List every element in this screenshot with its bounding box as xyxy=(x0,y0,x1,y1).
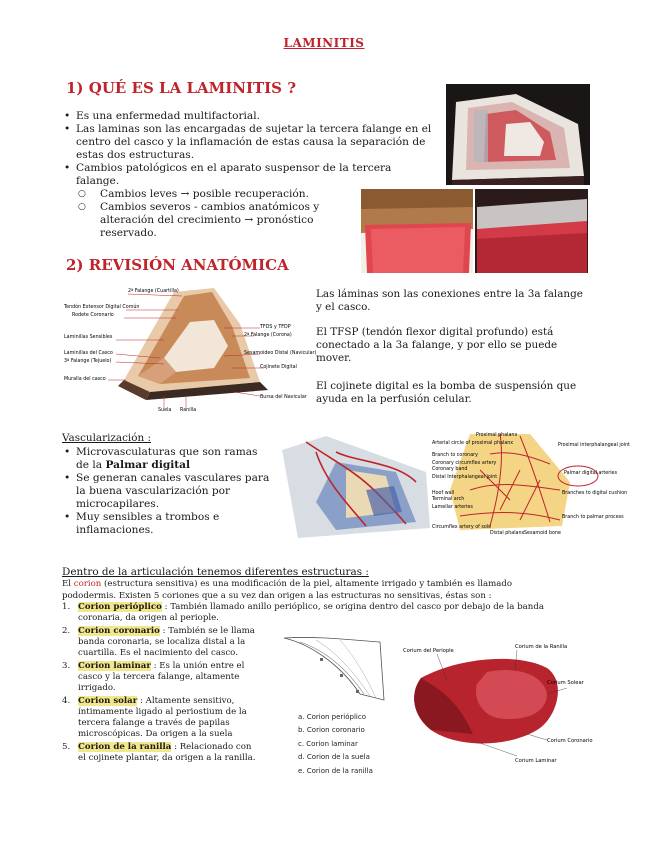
vlabel-11: Sesamoid bone xyxy=(524,531,561,536)
label-laminillas-casco: Laminillas del Casco xyxy=(64,351,113,356)
vlabel-5: Distal Interphalangeal joint xyxy=(432,475,498,480)
corion-list xyxy=(62,602,562,624)
label-2a-falange-cuartilla: 2ª Falange (Cuartilla) xyxy=(128,289,179,294)
vascular-bullets xyxy=(62,446,272,537)
bullet-2: • Las laminas son las encargadas de sujetar la tercera falange en el centro del casco y la inflamación de estas causa la separación de estas dos estructuras. xyxy=(62,123,432,162)
vascular-3d-image xyxy=(276,432,434,542)
vlabel-15: Branch to palmar process xyxy=(562,515,624,520)
corion-item-3: 3. Corion laminar : Es la unión entre el casco y la tercera falange, altamente irrigado. xyxy=(62,661,245,693)
corium-photo xyxy=(397,638,599,766)
vascular-title: Vascularización : xyxy=(62,432,151,444)
legend-b: b. Corion coronario xyxy=(298,726,365,735)
vascular-bullet-3: • Muy sensibles a trombos e inflamaciones. xyxy=(62,511,272,537)
section-1-bullets xyxy=(62,110,432,188)
label-3a-falange-tejuelo: 3ª Falange (Tejuelo) xyxy=(64,359,112,364)
plabel-laminar: Corium Laminar xyxy=(515,758,557,764)
label-cojinete-digital: Cojinete Digital xyxy=(260,365,297,370)
label-rodete-coronario: Rodete Coronario xyxy=(72,313,114,318)
vlabel-12: Proximal interphalangeal joint xyxy=(558,443,630,448)
corion-item-4: 4. Corion solar : Altamente sensitivo, íntimamente ligado al periostium de la tercera falange a través de papilas microscópicas. Da origen a la suela xyxy=(62,696,247,739)
label-2a-falange-corona: 2ª Falange (Corona) xyxy=(244,333,292,338)
corion-item-1: 1. Corion perióplico : También llamado anillo perióplico, se origina dentro del casco por debajo de la banda coronaria, da origen al periople. xyxy=(62,602,544,623)
hoof-sketch xyxy=(280,634,392,706)
anatomy-paragraph-1: Las láminas son las conexiones entre la 3a falange y el casco. xyxy=(316,288,583,313)
plabel-coronario: Corium Coronario xyxy=(547,738,593,744)
vlabel-4: Coronary band xyxy=(432,467,468,472)
legend-a: a. Corion perióplico xyxy=(298,713,366,721)
section-1-heading: 1) QUÉ ES LA LAMINITIS ? xyxy=(66,79,297,97)
section-1-sub-bullets xyxy=(78,188,348,240)
vascular-schematic-diagram xyxy=(430,430,630,538)
hoof-section-photo xyxy=(446,84,590,185)
corion-item-5: 5. Corion de la ranilla : Relacionado con el cojinete plantar, da origen a la ranilla. xyxy=(62,742,256,763)
section-2-heading: 2) REVISIÓN ANATÓMICA xyxy=(66,256,289,274)
label-muralla-casco: Muralla del casco xyxy=(64,377,106,382)
corion-intro: El corion (estructura sensitiva) es una modificación de la piel, altamente irrigado y también es llamado pododermis. Existen 5 coriones que a su vez dan origen a las estructuras no sensitivas, éstas son : xyxy=(62,579,513,601)
plabel-ranilla: Corium de la Ranilla xyxy=(515,644,568,650)
vlabel-13: Palmar digital arteries xyxy=(564,471,617,476)
sub-bullet-1: ○ Cambios leves → posible recuperación. xyxy=(78,188,348,201)
legend-d: d. Corion de la suela xyxy=(298,753,370,762)
vascular-bullet-2: • Se generan canales vasculares para la buena vascularización por microcapilares. xyxy=(62,472,272,511)
vlabel-0: Proximal phalanx xyxy=(476,433,518,438)
vlabel-14: Branches to digital cushion xyxy=(562,491,628,496)
corion-title: Dentro de la articulación tenemos diferentes estructuras : xyxy=(62,566,369,578)
vlabel-3: Coronary circumflex artery xyxy=(432,461,497,466)
corion-legend xyxy=(298,711,394,778)
anatomy-paragraph-2: El TFSP (tendón flexor digital profundo) está conectado a la 3a falange, y por ello se puede mover. xyxy=(316,326,558,364)
plabel-periople: Corium del Periople xyxy=(403,648,454,654)
vlabel-8: Lamellar arteries xyxy=(432,505,473,510)
hoof-lamellae-photos xyxy=(361,189,588,273)
page-title: LAMINITIS xyxy=(283,36,365,50)
anatomy-diagram xyxy=(64,284,317,413)
vlabel-1: Arterial circle of proximal phalanx xyxy=(432,441,514,446)
legend-e: e. Corion de la ranilla xyxy=(298,766,373,775)
label-ranilla: Ranilla xyxy=(180,408,197,413)
corion-list-narrow xyxy=(62,626,262,764)
label-suela: Suela xyxy=(158,408,172,413)
vlabel-7: Terminal arch xyxy=(432,497,465,502)
label-bursa-navicular: Bursa del Navicular xyxy=(260,395,307,400)
anatomy-paragraph-3: El cojinete digital es la bomba de suspensión que ayuda en la perfusión celular. xyxy=(316,380,577,405)
vascular-bullet-1: • Microvasculaturas que son ramas de la Palmar digital xyxy=(62,446,272,472)
sub-bullet-2: ○ Cambios severos - cambios anatómicos y alteración del crecimiento → pronóstico reservado. xyxy=(78,201,348,240)
vlabel-6: Hoof wall xyxy=(432,491,455,496)
legend-c: c. Corion laminar xyxy=(298,739,358,748)
corion-item-2: 2. Corion coronario : También se le llama banda coronaria, se localiza distal a la cuartilla. Es el nacimiento del casco. xyxy=(62,626,255,658)
plabel-solear: Corium Solear xyxy=(547,680,584,686)
vlabel-2: Branch to coronary xyxy=(432,453,478,458)
bullet-1: • Es una enfermedad multifactorial. xyxy=(62,110,432,123)
vlabel-9: Circumflex artery of sole xyxy=(432,525,492,530)
label-laminillas-sensibles: Laminillas Sensibles xyxy=(64,335,113,340)
bullet-3: • Cambios patológicos en el aparato suspensor de la tercera falange. xyxy=(62,162,421,188)
label-tfds-tfdp: TFDS y TFDP xyxy=(260,325,291,330)
vlabel-10: Distal phalanx xyxy=(490,531,525,536)
label-tendon-extensor: Tendón Extensor Digital Común xyxy=(64,305,140,310)
label-sesamoideo: Sesamoideo Distal (Navicular) xyxy=(244,351,317,356)
